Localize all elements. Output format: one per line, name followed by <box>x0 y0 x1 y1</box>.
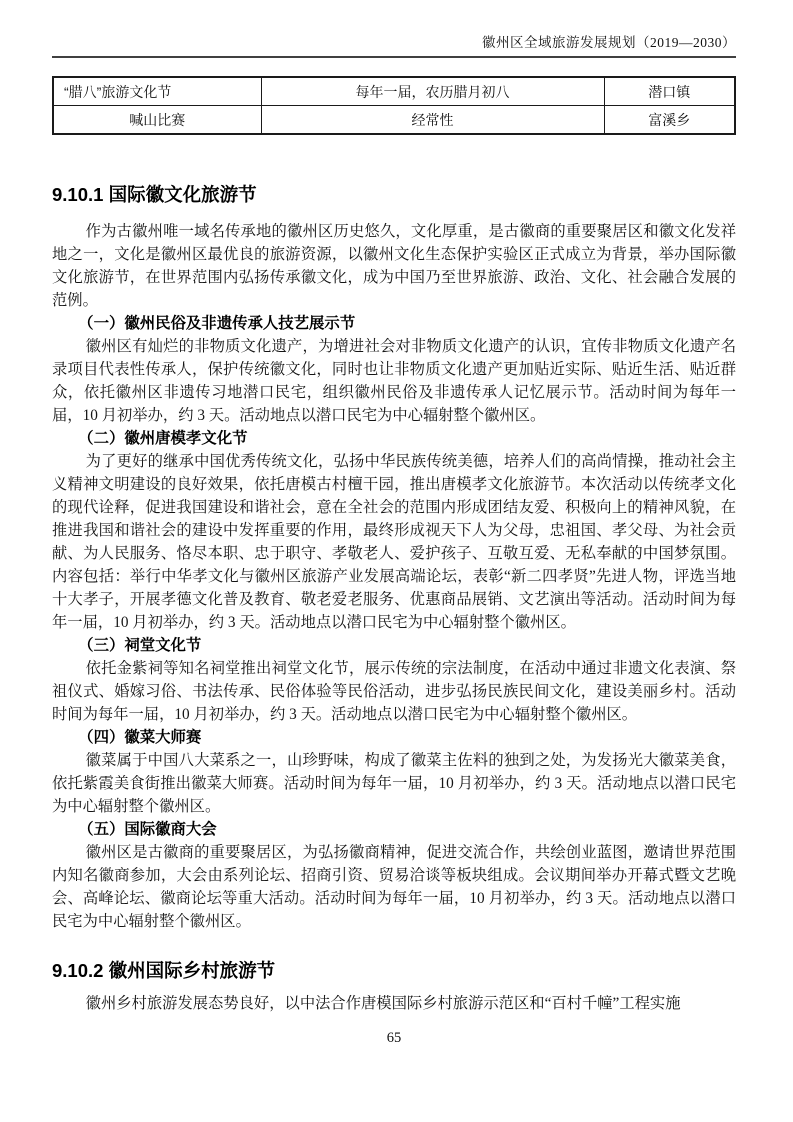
page-number: 65 <box>386 1030 402 1046</box>
header-rule <box>52 56 736 58</box>
section-heading-9-10-1: 9.10.1 国际徽文化旅游节 <box>52 184 257 205</box>
section-intro-paragraph: 作为古徽州唯一域名传承地的徽州区历史悠久，文化厚重，是古徽商的重要聚居区和徽文化发祥地之一，文化是徽州区最优良的旅游资源，以徽州文化生态保护实验区正式成立为背景，举办国际徽文化旅游节，在世界范围内弘扬传承徽文化，成为中国乃至世界旅游、政治、文化、社会融合发展的范例。 <box>52 223 736 309</box>
festival-table <box>52 76 736 135</box>
subsection-paragraph-5: 徽州区是古徽商的重要聚居区，为弘扬徽商精神，促进交流合作，共绘创业蓝图，邀请世界范围内知名徽商参加，大会由系列论坛、招商引资、贸易洽谈等板块组成。会议期间举办开幕式暨文艺晚会、高峰论坛、徽商论坛等重大活动。活动时间为每年一届，10 月初举办，约 3 天。活动地点以潜口民宅为中心辐射整个徽州区。 <box>52 844 736 930</box>
subsection-heading-2: （二）徽州唐模孝文化节 <box>78 430 248 447</box>
table-row <box>53 77 735 106</box>
subsection-heading-1: （一）徽州民俗及非遗传承人技艺展示节 <box>78 315 356 332</box>
cell-festival-name: 喊山比赛 <box>53 106 261 135</box>
cell-festival-name: “腊八”旅游文化节 <box>53 77 261 106</box>
subsection-heading-4: （四）徽菜大师赛 <box>78 729 202 746</box>
table-row <box>53 106 735 135</box>
subsection-paragraph-1: 徽州区有灿烂的非物质文化遗产，为增进社会对非物质文化遗产的认识，宜传非物质文化遗产名录项目代表性传承人，保护传统徽文化，同时也让非物质文化遗产更加贴近实际、贴近生活、贴近群众，依托徽州区非遗传习地潜口民宅，组织徽州民俗及非遗传承人记忆展示节。活动时间为每年一届，10 月初举办，约 3 天。活动地点以潜口民宅为中心辐射整个徽州区。 <box>52 338 736 424</box>
cell-festival-location: 潜口镇 <box>604 77 735 106</box>
cell-festival-frequency: 经常性 <box>261 106 604 135</box>
subsection-paragraph-3: 依托金紫祠等知名祠堂推出祠堂文化节，展示传统的宗法制度，在活动中通过非遗文化表演、祭祖仪式、婚嫁习俗、书法传承、民俗体验等民俗活动，进步弘扬民族民间文化，建设美丽乡村。活动时间为每年一届，10 月初举办，约 3 天。活动地点以潜口民宅为中心辐射整个徽州区。 <box>52 660 736 723</box>
section-heading-9-10-2: 9.10.2 徽州国际乡村旅游节 <box>52 960 276 981</box>
cell-festival-frequency: 每年一届，农历腊月初八 <box>261 77 604 106</box>
section-intro-paragraph: 徽州乡村旅游发展态势良好，以中法合作唐模国际乡村旅游示范区和“百村千幢”工程实施 <box>85 995 681 1012</box>
page-header <box>52 34 736 58</box>
subsection-heading-5: （五）国际徽商大会 <box>78 821 217 838</box>
subsection-paragraph-4: 徽菜属于中国八大菜系之一，山珍野味，构成了徽菜主佐料的独到之处，为发扬光大徽菜美食，依托紫霞美食街推出徽菜大师赛。活动时间为每年一届，10 月初举办，约 3 天。活动地点以潜口民宅为中心辐射整个徽州区。 <box>52 752 736 815</box>
subsection-heading-3: （三）祠堂文化节 <box>78 637 202 654</box>
header-title: 徽州区全域旅游发展规划（2019—2030） <box>482 35 736 50</box>
cell-festival-location: 富溪乡 <box>604 106 735 135</box>
subsection-paragraph-2: 为了更好的继承中国优秀传统文化，弘扬中华民族传统美德，培养人们的高尚情操，推动社会主义精神文明建设的良好效果，依托唐模古村檀干园，推出唐模孝文化旅游节。本次活动以传统孝文化的现代诠释，促进我国建设和谐社会，意在全社会的范围内形成团结友爱、积极向上的精神风貌，在推进我国和谐社会的建设中发挥重要的作用，最终形成视天下人为父母，忠祖国、孝父母、为社会贡献、为人民服务、恪尽本职、忠于职守、孝敬老人、爱护孩子、互敬互爱、无私奉献的中国梦氛围。内容包括：举行中华孝文化与徽州区旅游产业发展高端论坛，表彰“新二四孝贤”先进人物，评选当地十大孝子，开展孝德文化普及教育、敬老爱老服务、优惠商品展销、文艺演出等活动。活动时间为每年一届，10 月初举办，约 3 天。活动地点以潜口民宅为中心辐射整个徽州区。 <box>52 453 736 631</box>
